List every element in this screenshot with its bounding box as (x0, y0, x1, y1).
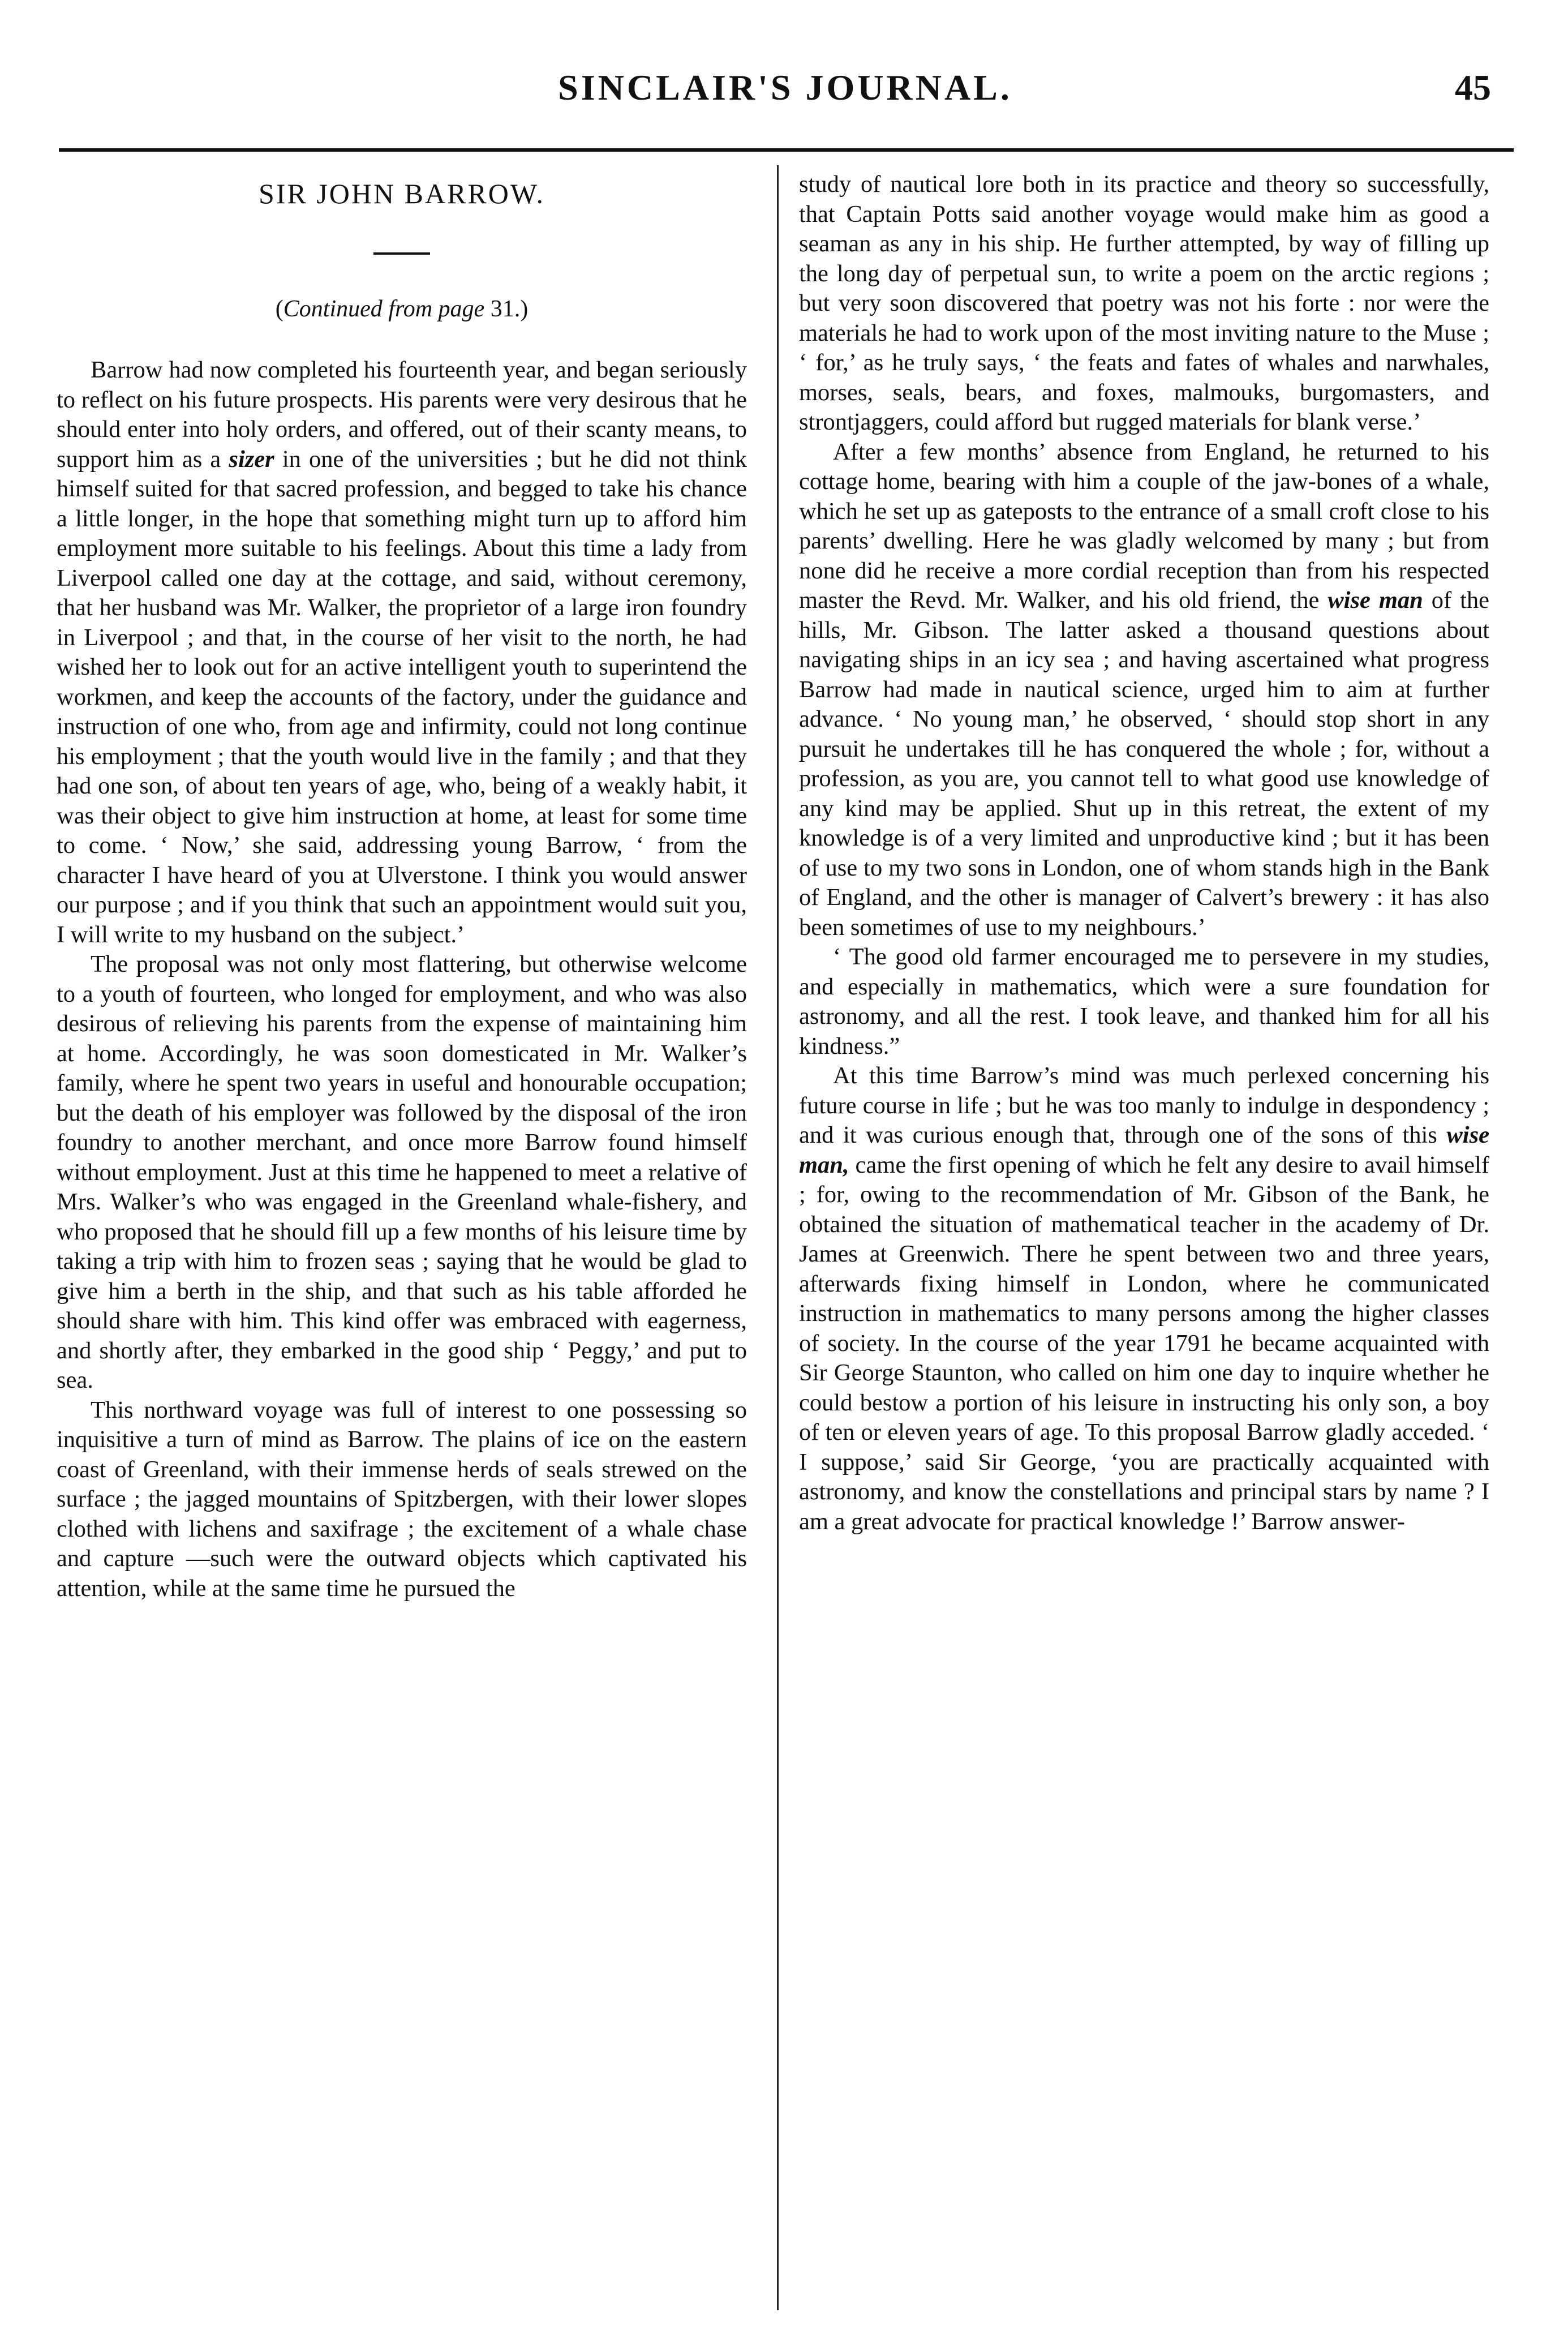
paragraph-text: of the hills, Mr. Gibson. The latter asked a thousand questions about navigating ships in an icy sea ; and having ascertained what progress Barrow had made in nautical science, urged him to aim at further advance. ‘ No young man,’ he observed, ‘ should stop short in any pursuit he undertakes till he has conquered the whole ; for, without a profession, as you are, you cannot tell to what good use knowledge of any kind may be applied. Shut up in this retreat, the extent of my knowledge is of a very limited and unproductive kind ; but it has been of use to my two sons in London, one of whom stands high in the Bank of England, and the other is manager of Calvert’s brewery : it has also been sometimes of use to my neighbours.’ (799, 587, 1490, 941)
column-divider (777, 165, 779, 2310)
paragraph: This northward voyage was full of interest to one possessing so inquisitive a turn of mind as Barrow. The plains of ice on the eastern coast of Greenland, with their immense herds of seals strewed on the surface ; the jagged mountains of Spitzbergen, with their lower slopes clothed with lichens and saxifrage ; the excitement of a whale chase and capture —such were the outward objects which captivated his attention, while at the same time he pursued the (57, 1396, 747, 1602)
paragraph-text: At this time Barrow’s mind was much perlexed concerning his future course in life ; but he was too manly to indulge in despondency ; and it was curious enough that, through one of the sons of this (799, 1062, 1489, 1148)
page-number: 45 (1455, 67, 1491, 108)
continued-label: Continued from page (283, 296, 485, 322)
header-rule (59, 148, 1514, 152)
title-ornament (373, 252, 430, 255)
paragraph (799, 1061, 1489, 1537)
running-head (57, 67, 1514, 123)
paragraph-text: in one of the universities ; but he did not think himself suited for that sacred profession, and begged to take his chance a little longer, in the hope that something might turn up to afford him employment more suitable to his feelings. About this time a lady from Liverpool called one day at the cottage, and said, without ceremony, that her husband was Mr. Walker, the proprietor of a large iron foundry in Liverpool ; and that, in the course of her visit to the north, he had wished her to look out for an active intelligent youth to superintend the workmen, and keep the accounts of the factory, under the guidance and instruction of one who, from age and infirmity, could not long continue his employment ; that the youth would live in the family ; and that they had one son, of about ten years of age, who, being of a weakly habit, it was their object to give him instruction at home, at least for some time to come. ‘ Now,’ she said, addressing young Barrow, ‘ from the character I have heard of you at Ulverstone. I think you would answer our purpose ; and if you think that such an appointment would suit you, I will write to my husband on the subject.’ (57, 445, 748, 948)
article-title: SIR JOHN BARROW. (259, 178, 545, 209)
left-column (57, 170, 747, 1603)
continued-page: 31. (490, 296, 521, 322)
paragraph-text: After a few months’ absence from England, he returned to his cottage home, bearing with him a couple of the jaw-bones of a whale, which he set up as gateposts to the entrance of a small croft close to his parents’ dwelling. Here he was gladly welcomed by many ; but from none did he receive a more cordial reception than from his respected master the Revd. Mr. Walker, and his old friend, the (799, 438, 1489, 614)
italic-term: wise man (1328, 587, 1423, 614)
paragraph: ‘ The good old farmer encouraged me to persevere in my studies, and especially in mathematics, which were a sure foundation for astronomy, and all the rest. I took leave, and thanked him for all his kindness.” (799, 943, 1489, 1059)
paragraph: The proposal was not only most flattering, but otherwise welcome to a youth of fourteen, who longed for employment, and who was also desirous of relieving his parents from the expense of maintaining him at home. Accordingly, he was soon domesticated in Mr. Walker’s family, where he spent two years in useful and honourable occupation; but the death of his employer was followed by the disposal of the iron foundry to another merchant, and once more Barrow found himself without employment. Just at this time he happened to meet a relative of Mrs. Walker’s who was engaged in the Greenland whale-fishery, and who proposed that he should fill up a few months of his leisure time by taking a trip with him to frozen seas ; saying that he would be glad to give him a berth in the ship, and that such as his table afforded he should share with him. This kind offer was embraced with eagerness, and shortly after, they embarked in the good ship ‘ Peggy,’ and put to sea. (57, 951, 747, 1393)
running-title: SINCLAIR'S JOURNAL. (558, 67, 1012, 108)
paragraph (799, 437, 1489, 943)
paragraph-text: Barrow had now completed his fourteenth year, and began seriously to reflect on his future prospects. His parents were very desirous that he should enter into holy orders, and offered, out of their scanty means, to support him as a (57, 357, 747, 473)
italic-term: wise man, (799, 1122, 1489, 1178)
right-column (799, 170, 1489, 1537)
paragraph-text: came the first opening of which he felt any desire to avail himself ; for, owing to the recommendation of Mr. Gibson of the Bank, he obtained the situation of mathematical teacher in the academy of Dr. James at Greenwich. There he spent between two and three years, afterwards fixing himself in London, where he communicated instruction in mathematics to many persons among the higher classes of society. In the course of the year 1791 he became acquainted with Sir George Staunton, who called on him one day to inquire whether he could bestow a portion of his leisure in instructing his only son, a boy of ten or eleven years of age. To this proposal Barrow gladly acceded. ‘ I suppose,’ said Sir George, ‘you are practically acquainted with astronomy, and know the constellations and principal stars by name ? I am a great advocate for practical knowledge !’ Barrow answer- (799, 1151, 1490, 1535)
italic-term: sizer (229, 445, 274, 473)
paragraph (57, 355, 747, 950)
paragraph: study of nautical lore both in its practice and theory so successfully, that Captain Potts said another voyage would make him as good a seaman as any in his ship. He further attempted, by way of filling up the long day of perpetual sun, to write a poem on the arctic regions ; but very soon discovered that poetry was not his forte : nor were the materials he had to work upon of the most inviting nature to the Muse ; ‘ for,’ as he truly says, ‘ the feats and fates of whales and narwhales, morses, seals, bears, and foxes, malmouks, burgomasters, and strontjaggers, could afford but rugged materials for blank verse.’ (799, 171, 1489, 435)
continued-note: (Continued from page 31.) (275, 296, 529, 322)
